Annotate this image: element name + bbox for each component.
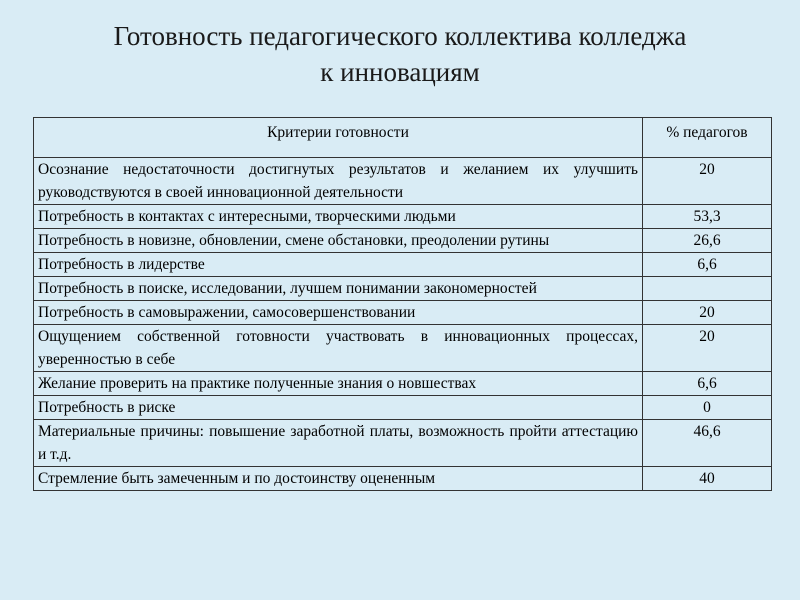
table-row <box>34 253 772 277</box>
percent-cell: 46,6 <box>643 420 772 467</box>
table-row <box>34 372 772 396</box>
criteria-table <box>33 117 772 491</box>
table-row <box>34 277 772 301</box>
criterion-cell: Потребность в риске <box>34 396 643 420</box>
percent-cell: 20 <box>643 325 772 372</box>
page-title-line-1: Готовность педагогического коллектива колледжа <box>113 21 687 51</box>
table-row <box>34 325 772 372</box>
criterion-cell: Потребность в поиске, исследовании, лучшем понимании закономерностей <box>34 277 643 301</box>
page-title <box>40 18 760 90</box>
criterion-cell: Материальные причины: повышение заработной платы, возможность пройти аттестацию и т.д. <box>34 420 643 467</box>
table-row <box>34 205 772 229</box>
percent-cell <box>643 277 772 301</box>
criterion-cell: Потребность в контактах с интересными, творческими людьми <box>34 205 643 229</box>
criterion-cell: Потребность в новизне, обновлении, смене обстановки, преодолении рутины <box>34 229 643 253</box>
table-row <box>34 158 772 205</box>
percent-cell: 0 <box>643 396 772 420</box>
table-header-row <box>34 118 772 158</box>
table-row <box>34 420 772 467</box>
percent-cell: 6,6 <box>643 372 772 396</box>
criterion-cell: Потребность в самовыражении, самосовершенствовании <box>34 301 643 325</box>
percent-cell: 26,6 <box>643 229 772 253</box>
percent-cell: 6,6 <box>643 253 772 277</box>
criterion-cell: Осознание недостаточности достигнутых результатов и желанием их улучшить руководствуются в своей инновационной деятельности <box>34 158 643 205</box>
percent-cell: 40 <box>643 467 772 491</box>
percent-cell: 20 <box>643 158 772 205</box>
table-row <box>34 229 772 253</box>
column-header-criteria: Критерии готовности <box>34 118 643 158</box>
column-header-percent: % педагогов <box>643 118 772 158</box>
table-row <box>34 396 772 420</box>
criterion-cell: Ощущением собственной готовности участвовать в инновационных процессах, уверенностью в себе <box>34 325 643 372</box>
page-title-line-2: к инновациям <box>320 57 480 87</box>
percent-cell: 20 <box>643 301 772 325</box>
criterion-cell: Потребность в лидерстве <box>34 253 643 277</box>
percent-cell: 53,3 <box>643 205 772 229</box>
criterion-cell: Стремление быть замеченным и по достоинству оцененным <box>34 467 643 491</box>
table-row <box>34 301 772 325</box>
table-row <box>34 467 772 491</box>
criterion-cell: Желание проверить на практике полученные знания о новшествах <box>34 372 643 396</box>
